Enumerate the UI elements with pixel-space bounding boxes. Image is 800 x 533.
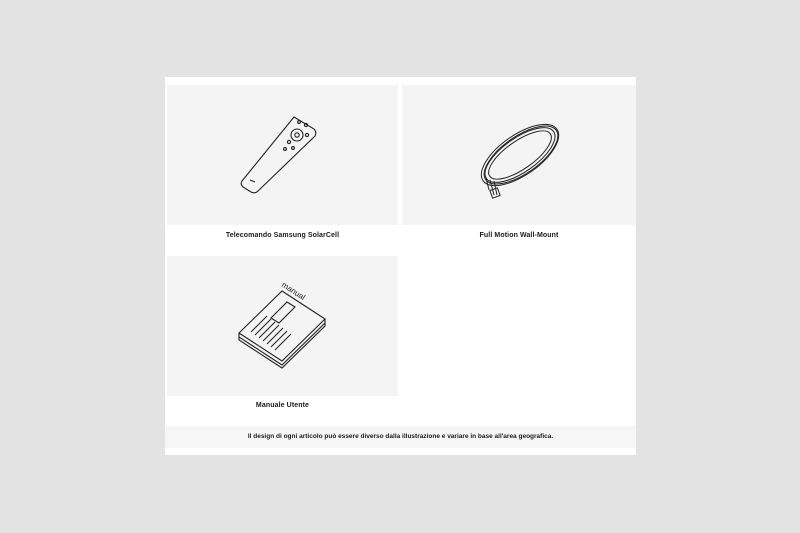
disclaimer-text: Il design di ogni articolo può essere diverso dalla illustrazione e variare in base all'area geografica. — [247, 433, 554, 440]
accessory-tile-remote — [167, 85, 398, 225]
manual-booklet-text: manual — [279, 280, 307, 302]
accessories-panel — [165, 77, 636, 455]
accessory-tile-manual — [167, 256, 398, 396]
accessory-label-manual: Manuale Utente — [255, 402, 310, 409]
accessory-tile-wall-mount — [402, 85, 636, 225]
manual-booklet-icon — [167, 256, 398, 396]
coiled-cable-icon — [402, 85, 636, 225]
accessory-label-remote: Telecomando Samsung SolarCell — [225, 232, 340, 239]
accessory-label-wall-mount: Full Motion Wall-Mount — [479, 232, 559, 239]
remote-control-icon — [167, 85, 398, 225]
